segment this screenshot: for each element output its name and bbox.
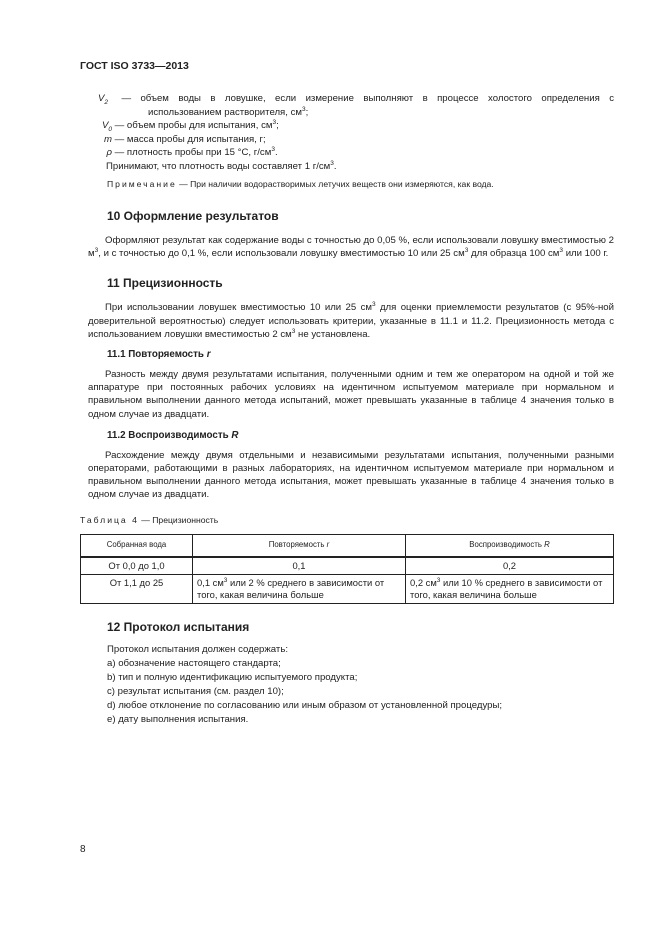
symbol: $V_2$ bbox=[98, 93, 109, 106]
section-11-2-text: Расхождение между двумя отдельными и независимыми результатами испытания, полученными разными операторами, работающими в разных лабораториях, на идентичном испытуемом материале при нормальном и правильном выполнении данного метода испытания, может превышать указанные в таблице 4 значения только в одном случае из двадцати. bbox=[88, 449, 614, 501]
list-item: b) тип и полную идентификацию испытуемого продукта; bbox=[107, 671, 358, 683]
section-10-text: Оформляют результат как содержание воды с точностью до 0,05 %, если использовали ловушку вместимостью 2 $м^3$, и с точностью до 0,1 %, если использовали ловушку вместимостью 10 или 25 $см^3$ для образца 100 $см^3$ или 100 г. bbox=[88, 235, 614, 260]
definition-m: m — масса пробы для испытания, г; bbox=[104, 133, 266, 145]
table-cell: От 1,1 до 25 bbox=[81, 574, 193, 603]
precision-table bbox=[80, 534, 614, 604]
page-number: 8 bbox=[80, 844, 86, 855]
section-10-heading: 10 Оформление результатов bbox=[107, 209, 279, 223]
list-item: c) результат испытания (см. раздел 10); bbox=[107, 685, 284, 697]
list-item: e) дату выполнения испытания. bbox=[107, 713, 249, 725]
section-12-heading: 12 Протокол испытания bbox=[107, 619, 250, 634]
table-caption: Таблица 4 — Прецизионность bbox=[80, 514, 219, 525]
table-header: Собранная вода bbox=[81, 534, 193, 557]
section-12-intro: Протокол испытания должен содержать: bbox=[107, 643, 288, 655]
section-11-text: При использовании ловушек вместимостью 10 или 25 $см^3$ для оценки приемлемости результатов (с 95%-ной доверительной вероятностью) следует использовать критерии, указанные в 11.1 и 11.2. Прецизионность метода с использованием ловушки вместимостью 2 $см^3$ не установлена. bbox=[88, 301, 615, 340]
section-11-2-heading: 11.2 Воспроизводимость R bbox=[107, 429, 239, 441]
note: Примечание — При наличии водорастворимых летучих веществ они измеряются, как вода. bbox=[107, 179, 494, 189]
document-header: ГОСТ ISO 3733—2013 bbox=[80, 60, 189, 72]
table-cell: 0,1 bbox=[193, 557, 406, 575]
table-row bbox=[81, 574, 614, 603]
section-11-1-text: Разность между двумя результатами испытания, полученными одним и тем же оператором на одной и той же аппаратуре при постоянных рабочих условиях на идентичном испытуемом материале при нормальном и правильном выполнении данного метода испытаний, может превышать указанные в таблице 4 значения только в одном случае из двадцати. bbox=[88, 369, 614, 420]
protocol-list bbox=[107, 657, 661, 727]
table-header-row bbox=[81, 534, 614, 557]
section-11-heading: 11 Прецизионность bbox=[107, 276, 223, 291]
table-cell: От 0,0 до 1,0 bbox=[81, 557, 193, 575]
list-item: а) обозначение настоящего стандарта; bbox=[107, 657, 281, 669]
definition-v0: $V_0$ — объем пробы для испытания, $см^3$; bbox=[101, 118, 279, 133]
density-note: Принимают, что плотность воды составляет 1 $г/см^3$. bbox=[106, 159, 337, 172]
table-cell: 0,2 bbox=[406, 557, 614, 575]
section-11-1-heading: 11.1 Повторяемость r bbox=[107, 349, 211, 361]
table-header: Воспроизводимость R bbox=[406, 534, 614, 557]
table-header: Повторяемость r bbox=[193, 534, 406, 557]
definition-v2: $V_2$ — объем воды в ловушке, если измерение выполняют в процессе холостого определения с использованием растворителя, $см^3$; $V_0$ — объем пробы для испытания, $см^3$; m — масса пробы для испытания, г; ρ — плотность пробы при 15 °С, $г/см^3$. Принимают, что плотность воды составляет 1 $г/см^3$. bbox=[98, 93, 614, 172]
list-item: d) любое отклонение по согласованию или иным образом от установленной процедуры; bbox=[107, 699, 503, 711]
definition-text: использованием растворителя, см bbox=[148, 106, 302, 118]
table-row bbox=[81, 557, 614, 575]
table-cell: 0,2 $см^3$ или 10 % среднего в зависимости от того, какая величина больше bbox=[406, 574, 614, 603]
definition-rho: ρ — плотность пробы при 15 °С, $г/см^3$. bbox=[106, 145, 278, 158]
definition-text: — объем воды в ловушке, если измерение выполняют в процессе холостого определения с bbox=[121, 93, 614, 104]
table-cell: 0,1 $см^3$ или 2 % среднего в зависимости от того, какая величина больше bbox=[193, 574, 406, 603]
